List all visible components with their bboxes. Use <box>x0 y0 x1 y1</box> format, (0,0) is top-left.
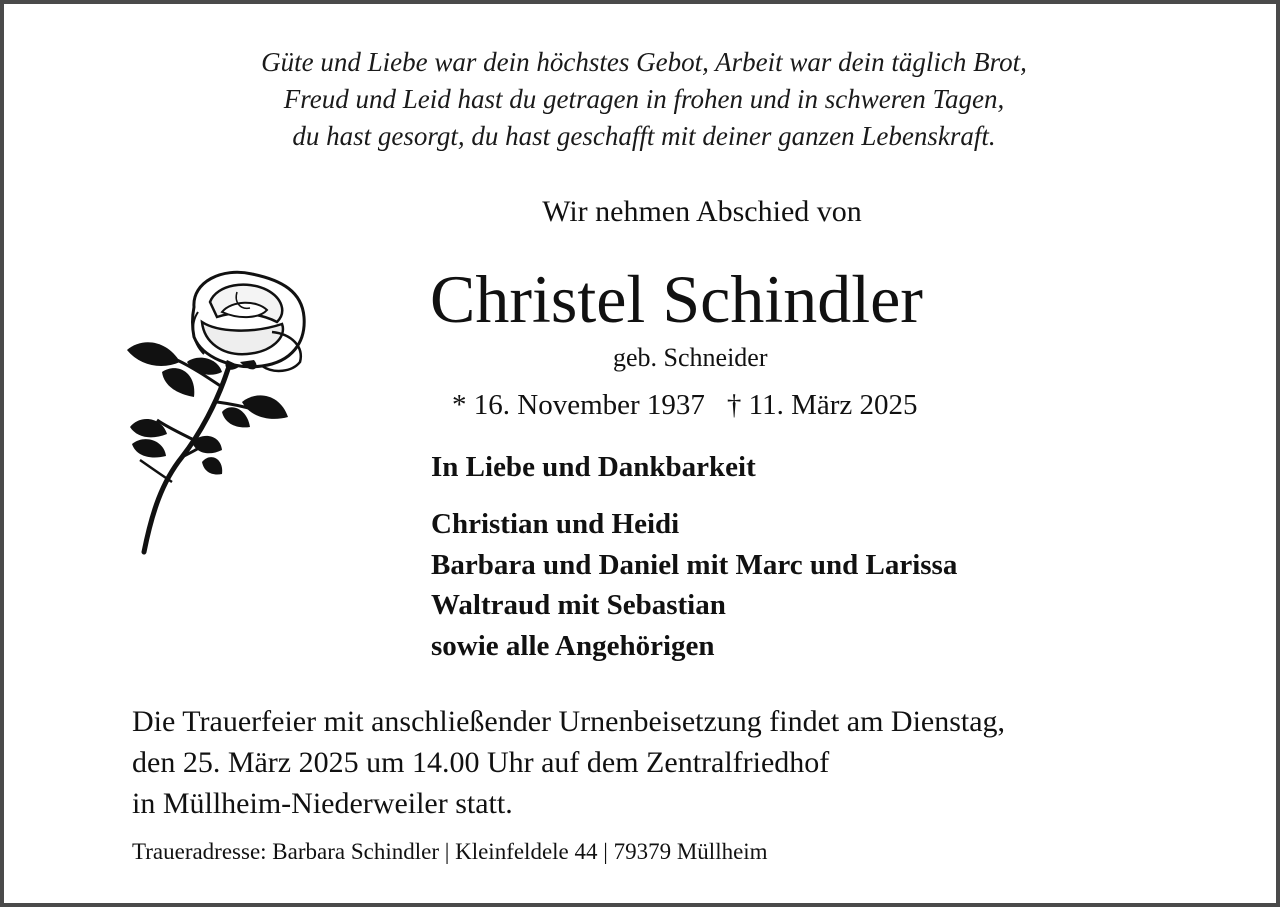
funeral-ceremony-info <box>132 701 1005 824</box>
verse-line: du hast gesorgt, du hast geschafft mit deiner ganzen Lebenskraft. <box>292 121 996 151</box>
verse-line: Freud und Leid hast du getragen in frohen und in schweren Tagen, <box>283 84 1005 114</box>
ceremony-line: Die Trauerfeier mit anschließender Urnenbeisetzung findet am Dienstag, <box>132 705 1006 738</box>
rose-icon <box>122 262 322 562</box>
life-dates <box>452 387 918 423</box>
mourner-entry: Waltraud mit Sebastian <box>431 589 726 621</box>
verse-line: Güte und Liebe war dein höchstes Gebot, Arbeit war dein täglich Brot, <box>261 47 1027 77</box>
farewell-heading <box>3 193 1280 231</box>
mourner-entry: Barbara und Daniel mit Marc und Larissa <box>431 548 958 581</box>
deceased-name: Christel Schindler <box>430 261 923 337</box>
death-date: † 11. März 2025 <box>726 389 918 421</box>
mourner-entry: sowie alle Angehörigen <box>431 629 715 662</box>
birth-date: * 16. November 1937 <box>452 389 705 421</box>
maiden-name: geb. Schneider <box>613 343 768 372</box>
mourner-entry: Christian und Heidi <box>431 508 680 540</box>
closing-phrase: In Liebe und Dankbarkeit <box>431 451 756 483</box>
memorial-verse <box>4 44 1280 155</box>
ceremony-line: in Müllheim-Niederweiler statt. <box>132 787 513 820</box>
farewell-text: Wir nehmen Abschied von <box>542 195 862 228</box>
condolence-address: Traueradresse: Barbara Schindler | Kleinfeldele 44 | 79379 Müllheim <box>132 839 768 864</box>
ceremony-line: den 25. März 2025 um 14.00 Uhr auf dem Zentralfriedhof <box>132 746 830 779</box>
mourners-list <box>431 504 957 666</box>
